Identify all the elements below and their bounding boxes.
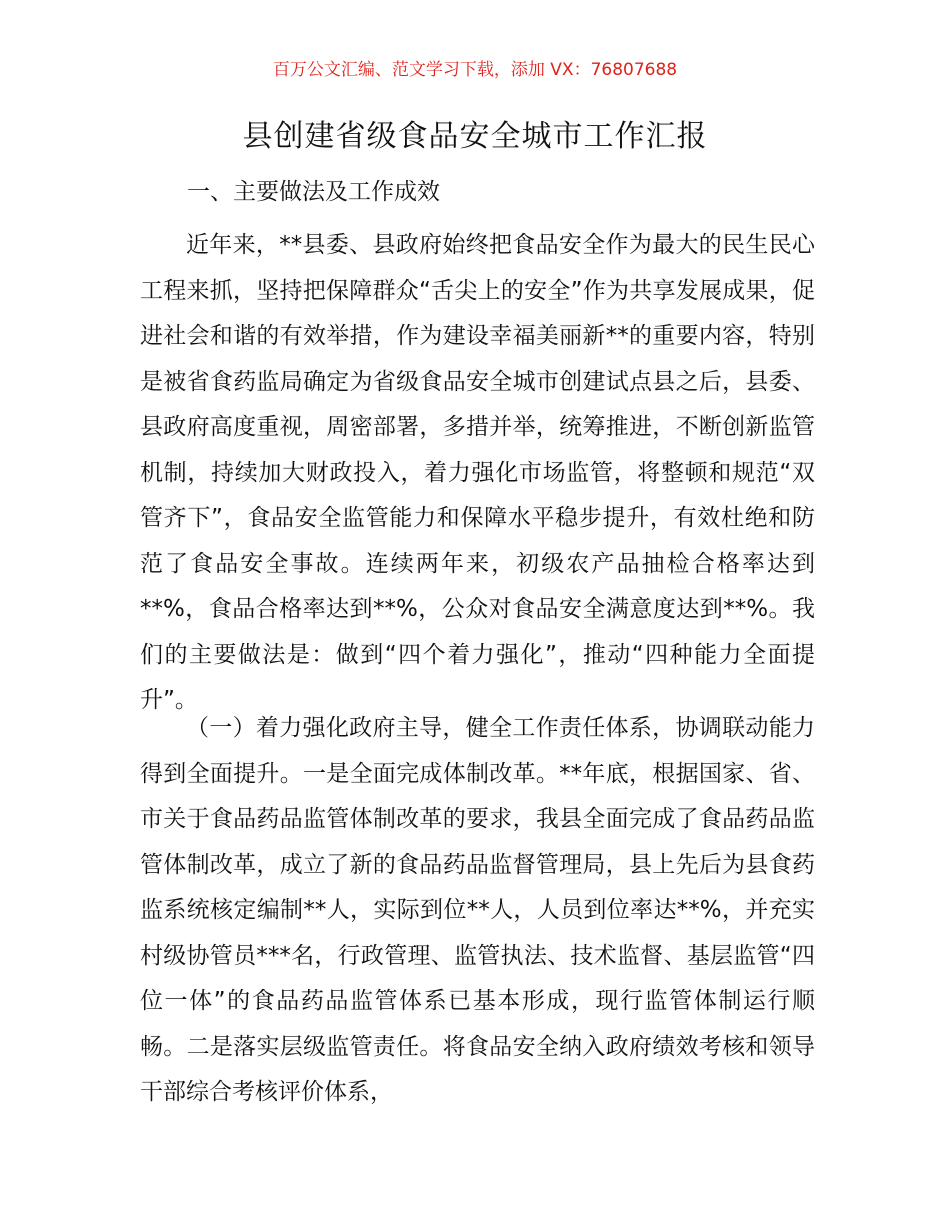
paragraph-section-1: （一）着力强化政府主导，健全工作责任体系，协调联动能力得到全面提升。一是全面完成体制改革。**年底，根据国家、省、市关于食品药品监管体制改革的要求，我县全面完成了食品药品监管体制改革，成立了新的食品药品监督管理局，县上先后为县食药监系统核定编制**人，实际到位**人，人员到位率达**%，并充实村级协管员***名，行政管理、监管执法、技术监督、基层监管“四位一体”的食品药品监管体系已基本形成，现行监管体制运行顺畅。二是落实层级监管责任。将食品安全纳入政府绩效考核和领导干部综合考核评价体系，: [140, 715, 815, 1105]
document-title: 县创建省级食品安全城市工作汇报: [242, 119, 708, 154]
section-heading: 一、主要做法及工作成效: [187, 179, 440, 205]
watermark-banner: 百万公文汇编、范文学习下载，添加 VX：76807688: [272, 60, 678, 80]
paragraph-intro: 近年来，**县委、县政府始终把食品安全作为最大的民生民心工程来抓，坚持把保障群众“舌尖上的安全”作为共享发展成果，促进社会和谐的有效举措，作为建设幸福美丽新**的重要内容，特别是被省食药监局确定为省级食品安全城市创建试点县之后，县委、县政府高度重视，周密部署，多措并举，统筹推进，不断创新监管机制，持续加大财政投入，着力强化市场监管，将整顿和规范“双管齐下”，食品安全监管能力和保障水平稳步提升，有效杜绝和防范了食品安全事故。连续两年来，初级农产品抽检合格率达到**%，食品合格率达到**%，公众对食品安全满意度达到**%。我们的主要做法是：做到“四个着力强化”，推动“四种能力全面提升”。: [140, 232, 815, 713]
